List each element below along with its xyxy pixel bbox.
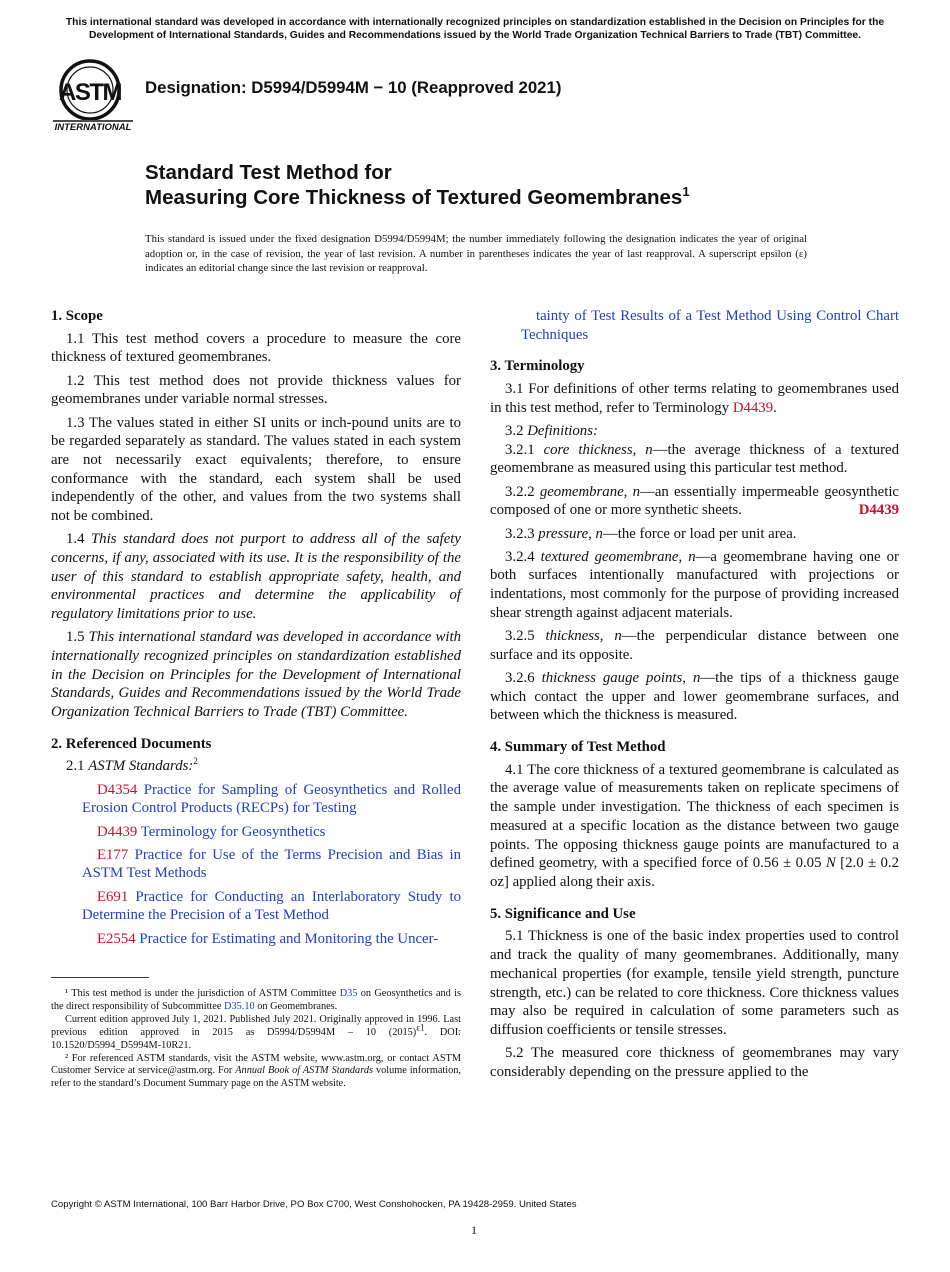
def-3-2-2: 3.2.2 geomembrane, n—an essentially impermeable geosynthetic composed of one or more synthetic sheets. D4439 — [490, 483, 899, 519]
ref-code-link[interactable]: E691 — [97, 888, 129, 905]
ref-title-link[interactable]: Practice for Estimating and Monitoring the Uncer- — [139, 930, 439, 947]
top-notice: This international standard was developed in accordance with internationally recognized principles on standardization established in the Decision on Principles for the Development of International Standards, Guides and Recommendations issued by the World Trade Organization Technical Barriers to Trade (TBT) Committee. — [65, 17, 885, 41]
source-link[interactable]: D4439 — [858, 502, 899, 519]
astm-logo — [52, 57, 136, 133]
title-line-1: Standard Test Method for — [145, 161, 392, 184]
referenced-documents-heading: 2. Referenced Documents — [51, 735, 212, 752]
committee-link[interactable]: D35 — [339, 988, 358, 999]
def-3-2-3: 3.2.3 pressure, n—the force or load per unit area. — [505, 525, 797, 542]
ref-continuation[interactable] — [490, 307, 899, 344]
para-1-2: 1.2 This test method does not provide thickness values for geomembranes under variable normal stresses. — [51, 372, 461, 408]
def-3-2-5: 3.2.5 thickness, n—the perpendicular distance between one surface and its opposite. — [490, 628, 899, 663]
para-4-1: 4.1 The core thickness of a textured geomembrane is calculated as the average value of measurements taken on replicate specimens of the sample under investigation. The thickness of each specimen is measured at a specific location as the distance between two gauge points. The opposing thickness gauge points are manufactured to a defined geometry, with a specified force of 0.56 ± 0.05 N [2.0 ± 0.2 oz] applied along their axis. — [490, 761, 900, 890]
svg-text:INTERNATIONAL: INTERNATIONAL — [54, 122, 132, 133]
footnote-edition: Current edition approved July 1, 2021. Published July 2021. Originally approved in 1996. Last previous edition approved in 2015 as D5994/D5994M – 10 $(2015)^{\varepsilon 1}$. DOI: 10.1520/D5994_D5994M-10R21. — [51, 1013, 461, 1051]
para-5-1: 5.1 Thickness is one of the basic index properties used to control and track the quality of many geomembranes. Additionally, many mechanical properties (for example, tensile yield strength, puncture strength, etc.) can be related to core thickness. Core thickness values may also be required in calculation of some parameters such as diffusion coefficients or tensile stresses. — [490, 928, 899, 1038]
ref-code-link[interactable]: E2554 — [97, 930, 136, 947]
def-3-2-4: 3.2.4 textured geomembrane, n—a geomembrane having one or both surfaces intentionally manufactured with projections or indentations, most commonly for the purpose of providing increased shear strength against adjacent materials. — [490, 548, 899, 621]
scope-heading: 1. Scope — [51, 308, 103, 324]
para-1-5: 1.5 This international standard was developed in accordance with internationally recognized principles on standardization established in the Decision on Principles for the Development of International Standards, Guides and Recommendations issued by the World Trade Organization Technical Barriers to Trade (TBT) Committee. — [51, 629, 461, 721]
footnote-1: ¹ This test method is under the jurisdiction of ASTM Committee D35 on Geosynthetics and is the direct responsibility of Subcommittee D35.10 on Geomembranes. — [51, 988, 461, 1012]
ref-item[interactable] — [51, 781, 461, 818]
right-column — [490, 307, 899, 1086]
para-1-1: 1.1 This test method covers a procedure to measure the core thickness of textured geomembranes. — [51, 330, 461, 366]
def-3-2-6: 3.2.6 thickness gauge points, n—the tips of a thickness gauge which contact the upper and lower geomembrane surfaces, and between which the thickness is measured. — [490, 669, 899, 724]
ref-code-link[interactable]: D4354 — [97, 781, 138, 798]
para-2-1: 2.1 ASTM Standards:$^2$ — [66, 756, 198, 775]
summary-heading: 4. Summary of Test Method — [490, 739, 666, 756]
para-3-2: 3.2 Definitions: — [505, 423, 598, 440]
ref-title-link[interactable]: Practice for Conducting an Interlaboratory Study to Determine the Precision of a Test Method — [82, 888, 461, 924]
ref-item[interactable] — [51, 846, 461, 883]
ref-item[interactable] — [51, 930, 461, 949]
footnote-2: ² For referenced ASTM standards, visit the ASTM website, www.astm.org, or contact ASTM Customer Service at service@astm.org. For Annual Book of ASTM Standards volume information, refer to the standard’s Document Summary page on the ASTM website. — [51, 1052, 461, 1090]
ref-title-link[interactable]: Terminology for Geosynthetics — [140, 823, 326, 840]
ref-item[interactable] — [51, 823, 461, 842]
ref-code-link[interactable]: E177 — [97, 846, 129, 863]
subcommittee-link[interactable]: D35.10 — [224, 1000, 255, 1012]
footnote-divider — [51, 977, 149, 978]
title-line-2: Measuring Core Thickness of Textured Geomembranes — [145, 186, 683, 209]
title-footnote-mark: 1 — [682, 184, 690, 200]
footnotes — [51, 988, 461, 1091]
para-1-3: 1.3 The values stated in either SI units or inch-pound units are to be regarded separately as standard. The values stated in each system are not necessarily exact equivalents; therefore, to ensure conformance with the standard, each system shall be used independently of the other, and values from the two systems shall not be combined. — [51, 414, 461, 525]
para-5-2: 5.2 The measured core thickness of geomembranes may vary considerably depending on the pressure applied to the — [490, 1045, 899, 1080]
page-number: 1 — [471, 1223, 477, 1237]
ref-code-link[interactable]: D4439 — [97, 823, 138, 840]
designation: Designation: D5994/D5994M − 10 (Reapproved 2021) — [145, 78, 562, 97]
para-1-4: 1.4 This standard does not purport to address all of the safety concerns, if any, associated with its use. It is the responsibility of the user of this standard to establish appropriate safety, health, and environmental practices and determine the applicability of regulatory limitations prior to use. — [51, 531, 461, 623]
left-column — [51, 307, 461, 953]
standard-note: This standard is issued under the fixed designation D5994/D5994M; the number immediately following the designation indicates the year of original adoption or, in the case of revision, the year of last revision. A number in parentheses indicates the year of last reapproval. A superscript epsilon (ε) indicates an editorial change since the last revision or reapproval. — [145, 233, 807, 275]
para-3-1: 3.1 For definitions of other terms relating to geomembranes used in this test method, refer to Terminology D4439. — [490, 381, 899, 416]
ref-title-link[interactable]: Practice for Sampling of Geosynthetics and Rolled Erosion Control Products (RECPs) for Testing — [82, 781, 461, 817]
terminology-heading: 3. Terminology — [490, 358, 585, 375]
significance-heading: 5. Significance and Use — [490, 905, 636, 922]
def-3-2-1: 3.2.1 core thickness, n—the average thickness of a textured geomembrane as measured using this particular test method. — [490, 441, 899, 477]
ref-title-link[interactable]: Practice for Use of the Terms Precision and Bias in ASTM Test Methods — [82, 846, 461, 882]
page-title — [145, 160, 690, 210]
ref-title-link[interactable]: tainty of Test Results of a Test Method Using Control Chart Techniques — [521, 308, 899, 343]
terminology-link[interactable]: D4439 — [732, 399, 774, 416]
ref-item[interactable] — [51, 888, 461, 925]
svg-text:ASTM: ASTM — [59, 79, 121, 106]
astm-international-logo-icon — [52, 57, 136, 133]
copyright: Copyright © ASTM International, 100 Barr Harbor Drive, PO Box C700, West Conshohocken, PA 19428-2959. United States — [51, 1199, 577, 1210]
